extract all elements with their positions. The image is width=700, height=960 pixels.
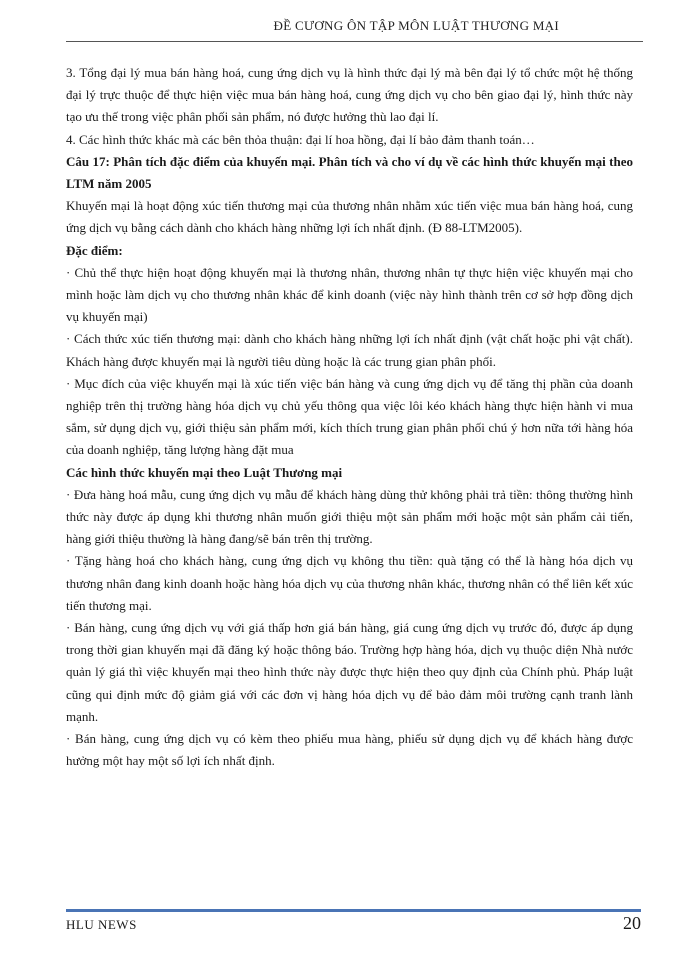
forms-heading: Các hình thức khuyến mại theo Luật Thương mại	[66, 464, 343, 480]
feature-item: · Chủ thể thực hiện hoạt động khuyến mại là thương nhân, thương nhân tự thực hiện việc khuyến mại cho mình hoặc làm dịch vụ cho thương nhân khác để kinh doanh (việc này hình thành trên cơ sở hợp đồng dịch vụ khuyến mại)	[66, 264, 633, 325]
page-footer	[66, 909, 641, 939]
feature-item: · Mục đích của việc khuyến mại là xúc tiến việc bán hàng và cung ứng dịch vụ để tăng thị phần của doanh nghiệp trên thị trường hàng hóa dịch vụ chủ yếu thông qua việc lôi kéo khách hàng thực hiện hành vi mua sắm, sử dụng dịch vụ, giới thiệu sản phẩm mới, kích thích trung gian phân phối chú ý hơn nữa tới hàng hóa của doanh nghiệp, tăng lượng hàng đặt mua	[66, 375, 633, 458]
features-heading: Đặc điểm:	[66, 242, 123, 258]
header-title: ĐỀ CƯƠNG ÔN TẬP MÔN LUẬT THƯƠNG MẠI	[273, 18, 559, 33]
form-item: · Bán hàng, cung ứng dịch vụ có kèm theo phiếu mua hàng, phiếu sử dụng dịch vụ để khách hàng được hưởng một hay một số lợi ích nhất định.	[66, 731, 633, 769]
header-divider	[66, 41, 643, 42]
paragraph-general-agency: 3. Tổng đại lý mua bán hàng hoá, cung ứng dịch vụ là hình thức đại lý mà bên đại lý tổ chức một hệ thống đại lý trực thuộc để thực hiện việc mua bán hàng hoá, cung ứng dịch vụ cho bên giao đại lý, hình thức này tạo ưu thế trong việc phân phối sản phẩm, nó được hưởng thù lao đại lí.	[66, 65, 633, 125]
page-header	[66, 18, 643, 44]
form-item: · Tặng hàng hoá cho khách hàng, cung ứng dịch vụ không thu tiền: quà tặng có thể là hàng hóa dịch vụ thương nhân đang kinh doanh hoặc hàng hóa dịch vụ của thương nhân khác, thương nhân có thể liên kết xúc tiến thương mại.	[66, 553, 633, 613]
footer-source: HLU NEWS	[66, 917, 137, 932]
form-item: · Bán hàng, cung ứng dịch vụ với giá thấp hơn giá bán hàng, giá cung ứng dịch vụ trước đó, được áp dụng trong thời gian khuyến mại đã đăng ký hoặc thông báo. Trường hợp hàng hóa, dịch vụ thuộc diện Nhà nước quản lý giá thì việc khuyến mại theo hình thức này được thực hiện theo quy định của Chính phủ. Pháp luật cũng qui định mức độ giảm giá với các đơn vị hàng hóa dịch vụ để bảo đảm môi trường cạnh tranh lành mạnh.	[66, 620, 633, 724]
form-item: · Đưa hàng hoá mẫu, cung ứng dịch vụ mẫu để khách hàng dùng thử không phải trả tiền: thông thường hình thức này được áp dụng khi thương nhân muốn giới thiệu một sản phẩm mới hoặc một sản phẩm cải tiến, hàng giới thiệu thường là hàng đang/sẽ bán trên thị trường.	[66, 486, 633, 547]
paragraph-other-forms: 4. Các hình thức khác mà các bên thỏa thuận: đại lí hoa hồng, đại lí bảo đảm thanh toán…	[66, 131, 535, 147]
feature-item: · Cách thức xúc tiến thương mại: dành cho khách hàng những lợi ích nhất định (vật chất hoặc phi vật chất). Khách hàng được khuyến mại là người tiêu dùng hoặc là các trung gian phân phối.	[66, 331, 633, 369]
page-number: 20	[623, 913, 641, 933]
page-content	[66, 62, 633, 773]
question-17-heading: Câu 17: Phân tích đặc điểm của khuyến mại. Phân tích và cho ví dụ về các hình thức khuyến mại theo LTM năm 2005	[66, 153, 633, 192]
promotion-definition: Khuyến mại là hoạt động xúc tiến thương mại của thương nhân nhằm xúc tiến việc mua bán hàng hoá, cung ứng dịch vụ bằng cách dành cho khách hàng những lợi ích nhất định. (Đ 88-LTM2005).	[66, 198, 633, 236]
footer-divider	[66, 909, 641, 912]
